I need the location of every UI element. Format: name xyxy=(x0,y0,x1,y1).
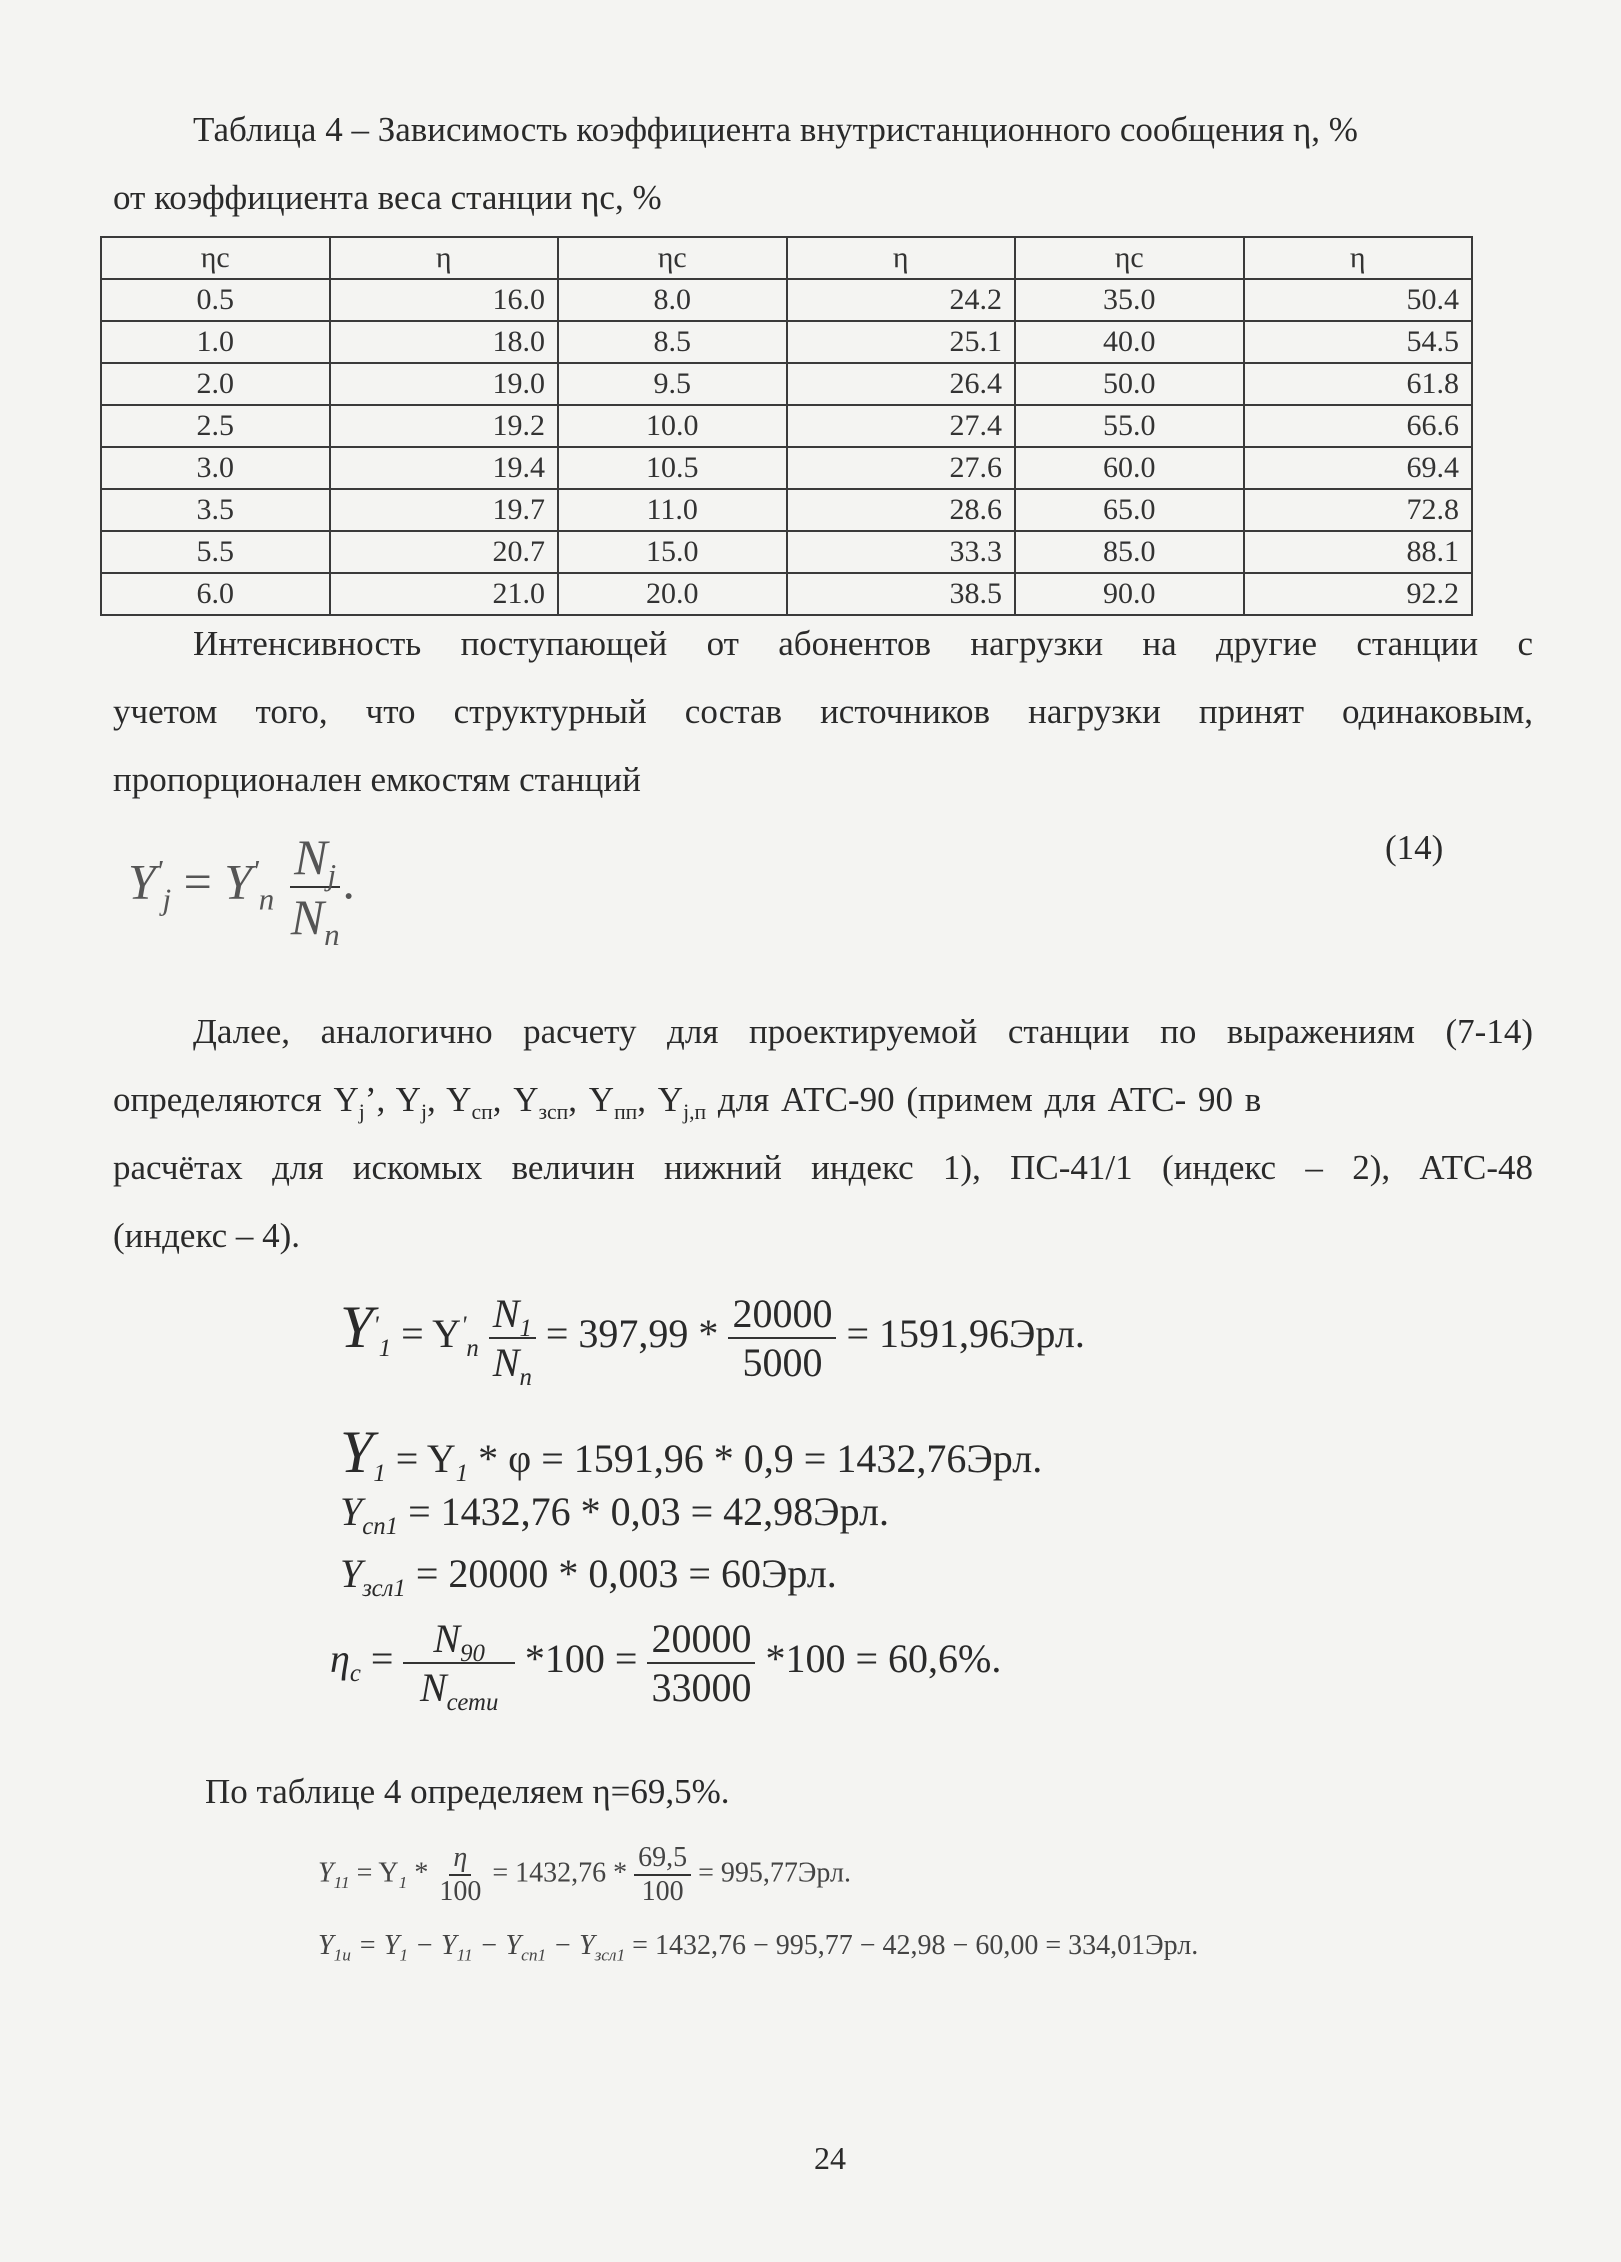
fraction xyxy=(489,1290,536,1391)
denominator: 5000 xyxy=(742,1340,823,1385)
table-caption xyxy=(193,96,1473,164)
numerator: 69,5 xyxy=(634,1842,691,1876)
header-cell: η xyxy=(787,237,1016,279)
text-run: для АТС-90 (примем для АТС- 90 в xyxy=(706,1080,1262,1119)
paragraph-eta-result: По таблице 4 определяем η=69,5%. xyxy=(205,1772,730,1811)
paragraph-1-line-2: учетом того, что структурный состав источников нагрузки принят одинаковым, xyxy=(113,692,1533,731)
table-cell: 54.5 xyxy=(1244,321,1473,363)
symbol: N xyxy=(492,1340,520,1385)
formula-14-rhs-sup: ' xyxy=(252,852,259,888)
fraction xyxy=(647,1615,755,1711)
header-cell: η xyxy=(1244,237,1473,279)
table-row xyxy=(101,531,1472,573)
equation-yzsl1 xyxy=(340,1550,837,1602)
formula-14-fraction xyxy=(287,828,344,952)
formula-14: $Y'_j = Y'_n$ $\frac{N_j}{N_n}$ . xyxy=(128,829,357,952)
table-row xyxy=(101,279,1472,321)
table-cell: 3.5 xyxy=(101,489,330,531)
formula-14-rhs-sub: n xyxy=(258,881,275,917)
text-run: = Y xyxy=(350,1930,400,1961)
table-cell: 50.0 xyxy=(1015,363,1244,405)
table-cell: 66.6 xyxy=(1244,405,1473,447)
numerator: η xyxy=(449,1842,471,1876)
table-cell: 27.6 xyxy=(787,447,1016,489)
symbol: N xyxy=(492,1291,520,1336)
subscript: 1 xyxy=(519,1315,532,1342)
formula-14-den: N xyxy=(290,889,325,945)
text-run: = 397,99 * xyxy=(535,1311,729,1357)
caption-line-2: от коэффициента веса станции ηс, % xyxy=(113,178,662,217)
symbol: Y xyxy=(340,1294,374,1361)
subscript: j xyxy=(358,1100,365,1124)
fraction xyxy=(403,1615,514,1716)
text-run: = Y xyxy=(349,1857,399,1889)
header-cell: ηс xyxy=(1015,237,1244,279)
table-caption-cont xyxy=(113,164,1413,232)
text-run: = Y xyxy=(391,1311,462,1357)
symbol: N xyxy=(433,1616,461,1661)
header-cell: ηс xyxy=(101,237,330,279)
table-cell: 19.0 xyxy=(330,363,559,405)
result: *100 = 60,6%. xyxy=(755,1636,1002,1682)
paragraph-2-line-2 xyxy=(113,1066,1533,1134)
superscript: ' xyxy=(373,1311,379,1339)
text-run: определяются Y xyxy=(113,1080,359,1119)
table-4 xyxy=(100,236,1473,616)
symbol: Y xyxy=(318,1857,334,1889)
text-run: − Y xyxy=(472,1930,522,1961)
fraction xyxy=(634,1842,691,1908)
subscript: c xyxy=(349,1660,361,1688)
formula-14-rhs-var: Y xyxy=(224,853,253,910)
formula-14-lhs-sup: ' xyxy=(155,852,163,888)
equation-eta-c xyxy=(330,1615,1002,1716)
result: = 995,77Эрл. xyxy=(691,1857,852,1889)
table-cell: 16.0 xyxy=(330,279,559,321)
symbol: Y xyxy=(318,1930,334,1961)
table-cell: 9.5 xyxy=(558,363,787,405)
table-row xyxy=(101,573,1472,615)
subscript: пп xyxy=(614,1100,638,1124)
fraction xyxy=(728,1290,836,1386)
superscript: ' xyxy=(461,1311,467,1339)
denominator: 33000 xyxy=(651,1665,752,1710)
subscript: j,п xyxy=(683,1100,707,1124)
paragraph-2-line-1: Далее, аналогично расчету для проектируемой станции по выражениям (7-14) xyxy=(193,1012,1533,1051)
paragraph-load-intensity xyxy=(113,610,1533,814)
table-cell: 19.7 xyxy=(330,489,559,531)
table-cell: 61.8 xyxy=(1244,363,1473,405)
table-cell: 33.3 xyxy=(787,531,1016,573)
table-cell: 1.0 xyxy=(101,321,330,363)
subscript: 1 xyxy=(378,1335,392,1363)
table-cell: 10.5 xyxy=(558,447,787,489)
table-header-row xyxy=(101,237,1472,279)
subscript: 1 xyxy=(399,1945,409,1965)
table-cell: 26.4 xyxy=(787,363,1016,405)
formula-14-end: . xyxy=(343,853,357,910)
subscript: 1 xyxy=(373,1460,386,1487)
subscript: j xyxy=(420,1100,427,1124)
paragraph-2-line-4: (индекс – 4). xyxy=(113,1216,301,1255)
text-run: − Y xyxy=(408,1930,457,1961)
table-cell: 85.0 xyxy=(1015,531,1244,573)
paragraph-calc-method xyxy=(113,998,1533,1270)
table-cell: 20.0 xyxy=(558,573,787,615)
result: = 1591,96Эрл. xyxy=(836,1311,1085,1357)
table-row xyxy=(101,321,1472,363)
subscript: n xyxy=(466,1335,479,1363)
text-run: * xyxy=(407,1857,436,1889)
table-cell: 28.6 xyxy=(787,489,1016,531)
table-cell: 21.0 xyxy=(330,573,559,615)
table-cell: 18.0 xyxy=(330,321,559,363)
equation-y1-prime xyxy=(340,1290,1085,1391)
equation-y11 xyxy=(318,1842,851,1908)
table-cell: 60.0 xyxy=(1015,447,1244,489)
table-cell: 65.0 xyxy=(1015,489,1244,531)
table-row xyxy=(101,405,1472,447)
header-cell: ηс xyxy=(558,237,787,279)
subscript: сп xyxy=(471,1100,493,1124)
table-cell: 10.0 xyxy=(558,405,787,447)
table-cell: 19.4 xyxy=(330,447,559,489)
text-run: = Y xyxy=(385,1436,456,1481)
table-cell: 8.5 xyxy=(558,321,787,363)
table-cell: 90.0 xyxy=(1015,573,1244,615)
table-cell: 55.0 xyxy=(1015,405,1244,447)
equation-ysp1 xyxy=(340,1488,890,1540)
formula-14-num: N xyxy=(294,829,328,885)
subscript: n xyxy=(519,1364,532,1391)
fraction xyxy=(435,1842,485,1908)
subscript: 1 xyxy=(455,1460,469,1487)
formula-14-num-sub: j xyxy=(327,857,337,892)
table-row xyxy=(101,363,1472,405)
table-cell: 15.0 xyxy=(558,531,787,573)
paragraph-1-line-1: Интенсивность поступающей от абонентов нагрузки на другие станции с xyxy=(193,624,1533,663)
result: = 1432,76 − 995,77 − 42,98 − 60,00 = 334,01Эрл. xyxy=(625,1930,1199,1961)
table-cell: 72.8 xyxy=(1244,489,1473,531)
text-run: , Y xyxy=(637,1080,684,1119)
text-run: = 1432,76 * xyxy=(485,1857,635,1889)
result: * φ = 1591,96 * 0,9 = 1432,76Эрл. xyxy=(468,1436,1043,1481)
table-cell: 2.0 xyxy=(101,363,330,405)
table-cell: 88.1 xyxy=(1244,531,1473,573)
table-cell: 38.5 xyxy=(787,573,1016,615)
subscript: зсп xyxy=(538,1100,569,1124)
subscript: сети xyxy=(446,1689,499,1716)
subscript: 90 xyxy=(460,1640,485,1667)
denominator: 100 xyxy=(641,1876,684,1907)
text-run: , Y xyxy=(492,1080,539,1119)
subscript: 11 xyxy=(333,1873,350,1893)
table-cell: 5.5 xyxy=(101,531,330,573)
paragraph-1-line-3: пропорционален емкостям станций xyxy=(113,760,641,799)
caption-line-1: Таблица 4 – Зависимость коэффициента внутристанционного сообщения η, % xyxy=(193,110,1358,149)
text-run: , Y xyxy=(426,1080,472,1119)
text-run: − Y xyxy=(546,1930,595,1961)
subscript: зсл1 xyxy=(594,1945,626,1965)
table-cell: 92.2 xyxy=(1244,573,1473,615)
table-cell: 69.4 xyxy=(1244,447,1473,489)
denominator: 100 xyxy=(439,1876,482,1907)
equation-y1u xyxy=(318,1930,1199,1965)
table-cell: 6.0 xyxy=(101,573,330,615)
formula-14-lhs: Y xyxy=(128,853,156,910)
text-run: = xyxy=(360,1636,404,1682)
subscript: зсл1 xyxy=(362,1575,406,1602)
symbol: Y xyxy=(340,1489,363,1534)
formula-14-den-sub: n xyxy=(324,917,340,952)
subscript: 1и xyxy=(333,1945,351,1965)
subscript: 1 xyxy=(398,1873,408,1893)
result: = 1432,76 * 0,03 = 42,98Эрл. xyxy=(398,1489,890,1534)
table-row xyxy=(101,447,1472,489)
table-cell: 35.0 xyxy=(1015,279,1244,321)
table-cell: 24.2 xyxy=(787,279,1016,321)
symbol: N xyxy=(419,1665,447,1710)
equation-y1 xyxy=(340,1418,1042,1487)
symbol: η xyxy=(330,1636,350,1682)
symbol: Y xyxy=(340,1419,374,1485)
table-cell: 27.4 xyxy=(787,405,1016,447)
table-cell: 50.4 xyxy=(1244,279,1473,321)
table-cell: 19.2 xyxy=(330,405,559,447)
paragraph-2-line-3: расчётах для искомых величин нижний индекс 1), ПС-41/1 (индекс – 2), АТС-48 xyxy=(113,1148,1533,1187)
subscript: сп1 xyxy=(521,1945,547,1965)
numerator: 20000 xyxy=(728,1290,836,1339)
symbol: Y xyxy=(340,1551,363,1596)
page-number: 24 xyxy=(814,2140,846,2176)
numerator: 20000 xyxy=(647,1615,755,1664)
text-run: ’, Y xyxy=(364,1080,421,1119)
subscript: 11 xyxy=(456,1945,473,1965)
table-cell: 8.0 xyxy=(558,279,787,321)
formula-number-14: (14) xyxy=(1385,828,1444,867)
table-cell: 2.5 xyxy=(101,405,330,447)
subscript: сп1 xyxy=(362,1513,399,1540)
text-run: *100 = xyxy=(514,1636,648,1682)
table-cell: 0.5 xyxy=(101,279,330,321)
table-cell: 3.0 xyxy=(101,447,330,489)
table-cell: 20.7 xyxy=(330,531,559,573)
table-cell: 40.0 xyxy=(1015,321,1244,363)
header-cell: η xyxy=(330,237,559,279)
table-row xyxy=(101,489,1472,531)
table-cell: 25.1 xyxy=(787,321,1016,363)
text-run: , Y xyxy=(568,1080,615,1119)
result: = 20000 * 0,003 = 60Эрл. xyxy=(405,1551,837,1596)
formula-14-lhs-sub: j xyxy=(162,881,172,917)
table-cell: 11.0 xyxy=(558,489,787,531)
